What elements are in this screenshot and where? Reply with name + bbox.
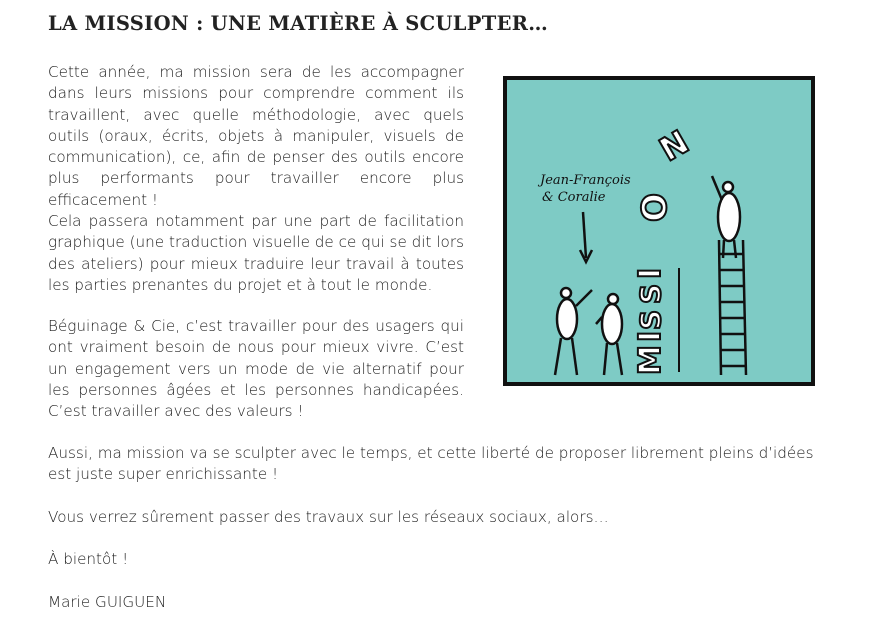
intro-text-column — [48, 62, 464, 296]
signature-text — [48, 592, 838, 613]
letter-n: N — [653, 122, 696, 169]
letter-i: I — [633, 330, 668, 342]
paragraph-farewell: À bientôt ! — [48, 550, 129, 568]
letter-o: O — [635, 193, 675, 222]
letter-m: M — [633, 345, 668, 375]
paragraph-social: Vous verrez sûrement passer des travaux sur les réseaux sociaux, alors… — [48, 508, 609, 526]
caption-name-2: & Coralie — [542, 190, 606, 205]
letter-s2: S — [634, 283, 667, 304]
paragraph-facilitation: Cela passera notamment par une part de facilitation graphique (une traduction visuelle de ce qui se dit lors des ateliers) pour mieux traduire leur travail à toutes les parties prenantes du projet et à tout le monde. — [48, 212, 464, 294]
caption-name-1: Jean-François — [540, 173, 631, 188]
social-text — [48, 507, 838, 528]
paragraph-mission-goal: Cette année, ma mission sera de les accompagner dans leurs missions pour comprendre comment ils travaillent, avec quelle méthodologie, avec quels outils (oraux, écrits, objets à manipuler, visuels de communication), ce, afin de penser des outils encore plus performants pour travailler encore plus efficacement ! — [48, 63, 464, 209]
values-text-column — [48, 316, 464, 422]
illustration-drawing — [500, 72, 820, 392]
letter-s1: S — [634, 309, 667, 330]
letter-i2: I — [633, 267, 668, 279]
farewell-text — [48, 549, 838, 570]
signature: Marie GUIGUEN — [48, 593, 167, 611]
paragraph-sculpt: Aussi, ma mission va se sculpter avec le temps, et cette liberté de proposer librement pleins d’idées est juste super enrichissante ! — [48, 444, 814, 484]
mission-illustration — [500, 72, 820, 392]
closing-text — [48, 443, 838, 486]
page-title: LA MISSION : UNE MATIÈRE À SCULPTER… — [48, 12, 549, 35]
paragraph-beguinage: Béguinage & Cie, c’est travailler pour des usagers qui ont vraiment besoin de nous pour mieux vivre. C’est un engagement vers un mode de vie alternatif pour les personnes âgées et les personnes handicapées. C’est travailler avec des valeurs ! — [48, 317, 464, 421]
